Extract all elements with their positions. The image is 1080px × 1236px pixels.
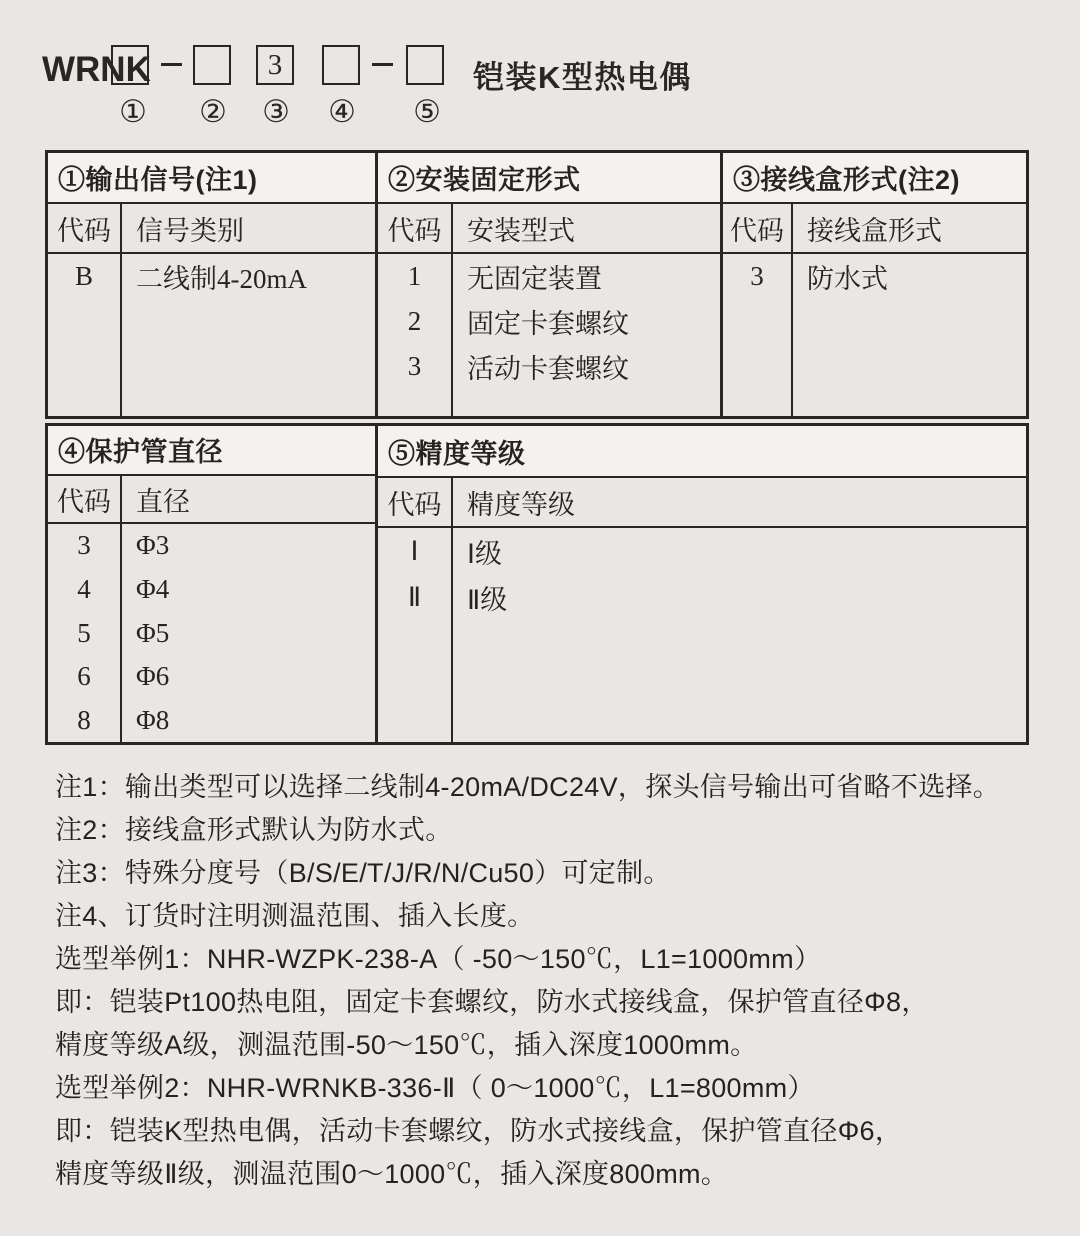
model-code-box-1 [111,45,149,85]
section-title: ⑤精度等级 [378,426,1026,478]
header-desc: 精度等级 [467,489,575,520]
desc-column [122,524,375,742]
dash-separator [161,63,182,66]
model-prefix: WRNK [42,50,151,89]
code-cell: 3 [407,351,422,381]
example-1-meaning-cont: 精度等级A级，测温范围-50～150℃，插入深度1000mm。 [55,1030,758,1060]
section-title: ④保护管直径 [48,426,375,476]
example-2-meaning-cont: 精度等级Ⅱ级，测温范围0～1000℃，插入深度800mm。 [55,1159,729,1189]
desc-cell: Φ3 [136,530,170,561]
circled-number-2: ② [199,94,227,129]
circled-number-4: ④ [328,94,356,129]
section-tube-diameter [48,426,378,742]
column-header-row [48,476,375,524]
model-code-box-5 [406,45,444,85]
notes-block [55,766,1065,1196]
header-code: 代码 [48,476,122,522]
code-cell: 6 [77,661,91,692]
header-code: 代码 [723,204,793,252]
desc-cell: 无固定装置 [467,264,602,294]
dash-separator [372,63,393,66]
header-desc: 信号类别 [136,215,244,246]
desc-cell: Φ4 [136,573,170,604]
example-2-meaning: 即：铠装K型热电偶，活动卡套螺纹，防水式接线盒，保护管直径Φ6， [55,1116,903,1146]
desc-column [122,254,375,416]
desc-cell: Φ8 [136,704,170,735]
section-body [723,254,1026,416]
column-header-row [378,204,720,254]
code-cell: Ⅱ [407,581,422,612]
code-column [378,528,453,742]
header-desc: 接线盒形式 [807,215,942,246]
code-column [378,254,453,416]
code-cell: Ⅰ [410,535,419,566]
desc-cell: 固定卡套螺纹 [467,309,629,339]
section-body [378,528,1026,742]
selection-table-bottom [45,423,1029,745]
header-code: 代码 [48,204,122,252]
code-column [723,254,793,416]
model-code-box-3: 3 [256,45,294,85]
example-2-title: 选型举例2：NHR-WRNKB-336-Ⅱ（ 0～1000℃，L1=800mm） [55,1073,815,1103]
desc-cell: 防水式 [807,264,888,294]
code-cell: 8 [77,704,91,735]
section-body [48,254,375,416]
section-title: ②安装固定形式 [378,153,720,204]
section-output-signal [48,153,378,416]
code-column [48,254,122,416]
section-body [378,254,720,416]
header-code: 代码 [378,204,453,252]
example-1-meaning: 即：铠装Pt100热电阻，固定卡套螺纹，防水式接线盒，保护管直径Φ8， [55,987,929,1017]
column-header-row [723,204,1026,254]
circled-number-5: ⑤ [413,94,441,129]
code-cell: 3 [750,261,764,291]
column-header-row [378,478,1026,528]
code-cell: 1 [407,261,422,291]
note-1: 注1：输出类型可以选择二线制4-20mA/DC24V，探头信号输出可省略不选择。 [55,772,1001,802]
section-title: ③接线盒形式(注2) [723,153,1026,204]
desc-column [793,254,1026,416]
section-title: ①输出信号(注1) [48,153,375,204]
example-1-title: 选型举例1：NHR-WZPK-238-A（ -50～150℃，L1=1000mm） [55,944,822,974]
desc-cell: 活动卡套螺纹 [467,354,629,384]
header-code: 代码 [378,478,453,526]
section-accuracy-grade [378,426,1026,742]
code-cell: B [74,261,93,291]
circled-number-3: ③ [262,94,290,129]
desc-cell: Φ5 [136,617,170,648]
code-cell: 2 [407,306,422,336]
section-junction-box [723,153,1026,416]
note-3: 注3：特殊分度号（B/S/E/T/J/R/N/Cu50）可定制。 [55,858,671,888]
note-4: 注4、订货时注明测温范围、插入长度。 [55,901,535,931]
product-name: 铠装K型热电偶 [473,60,692,95]
header-desc: 安装型式 [467,215,575,246]
selection-table-top [45,150,1029,419]
desc-cell: Ⅰ级 [467,538,502,569]
section-mounting-type [378,153,723,416]
model-code-box-2 [193,45,231,85]
desc-cell: Φ6 [136,661,170,692]
column-header-row [48,204,375,254]
note-2: 注2：接线盒形式默认为防水式。 [55,815,453,845]
desc-column [453,254,720,416]
code-cell: 5 [77,617,91,648]
desc-column [453,528,1026,742]
section-body [48,524,375,742]
desc-cell: 二线制4-20mA [136,264,307,294]
header-desc: 直径 [136,486,190,517]
code-cell: 4 [77,573,91,604]
desc-cell: Ⅱ级 [467,584,508,615]
code-column [48,524,122,742]
circled-number-1: ① [119,94,147,129]
model-code-box-4 [322,45,360,85]
code-cell: 3 [77,530,91,561]
